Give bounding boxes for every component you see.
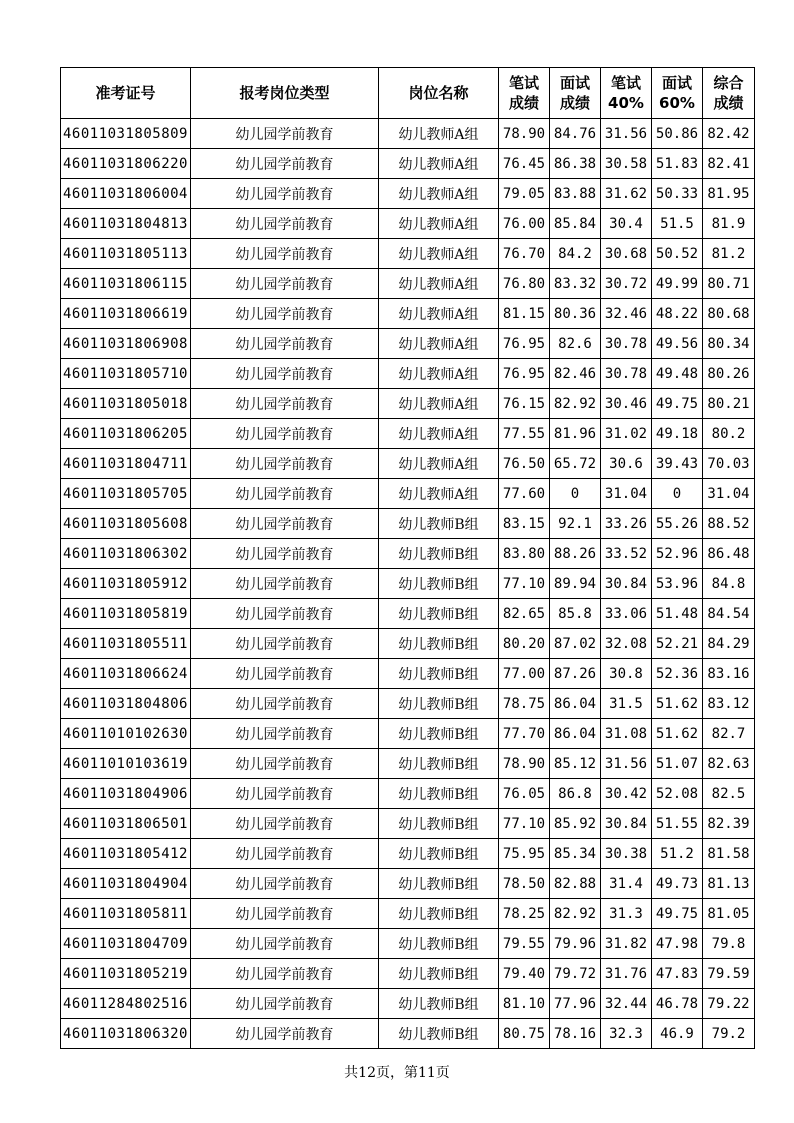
- table-cell: 82.92: [550, 899, 601, 929]
- table-cell: 幼儿教师A组: [379, 119, 499, 149]
- table-cell: 46011031806619: [61, 299, 191, 329]
- table-cell: 幼儿园学前教育: [191, 299, 379, 329]
- table-row: [61, 809, 755, 839]
- table-cell: 幼儿园学前教育: [191, 269, 379, 299]
- table-cell: 77.10: [499, 809, 550, 839]
- table-cell: 46011031806302: [61, 539, 191, 569]
- table-cell: 33.06: [601, 599, 652, 629]
- table-row: [61, 299, 755, 329]
- table-row: [61, 179, 755, 209]
- column-header: 笔试 40%: [601, 68, 652, 119]
- table-cell: 52.36: [652, 659, 703, 689]
- table-cell: 49.75: [652, 899, 703, 929]
- table-row: [61, 119, 755, 149]
- table-cell: 46011031804711: [61, 449, 191, 479]
- table-cell: 80.36: [550, 299, 601, 329]
- table-cell: 76.15: [499, 389, 550, 419]
- table-cell: 30.68: [601, 239, 652, 269]
- table-cell: 46011031804709: [61, 929, 191, 959]
- table-cell: 82.7: [703, 719, 755, 749]
- table-cell: 幼儿教师A组: [379, 449, 499, 479]
- table-cell: 80.2: [703, 419, 755, 449]
- table-cell: 46011031806908: [61, 329, 191, 359]
- table-cell: 78.90: [499, 119, 550, 149]
- table-cell: 79.96: [550, 929, 601, 959]
- table-cell: 80.75: [499, 1019, 550, 1049]
- table-cell: 77.55: [499, 419, 550, 449]
- table-cell: 49.18: [652, 419, 703, 449]
- table-cell: 幼儿园学前教育: [191, 239, 379, 269]
- table-cell: 46011031805113: [61, 239, 191, 269]
- table-cell: 幼儿园学前教育: [191, 119, 379, 149]
- table-cell: 幼儿园学前教育: [191, 689, 379, 719]
- table-cell: 46011031806004: [61, 179, 191, 209]
- table-cell: 幼儿教师A组: [379, 179, 499, 209]
- table-cell: 31.56: [601, 749, 652, 779]
- table-row: [61, 419, 755, 449]
- table-cell: 31.4: [601, 869, 652, 899]
- table-cell: 82.63: [703, 749, 755, 779]
- table-cell: 83.12: [703, 689, 755, 719]
- table-cell: 31.02: [601, 419, 652, 449]
- table-cell: 52.21: [652, 629, 703, 659]
- table-cell: 幼儿园学前教育: [191, 989, 379, 1019]
- table-cell: 78.50: [499, 869, 550, 899]
- table-cell: 幼儿园学前教育: [191, 839, 379, 869]
- table-row: [61, 329, 755, 359]
- table-cell: 76.45: [499, 149, 550, 179]
- table-cell: 幼儿园学前教育: [191, 899, 379, 929]
- table-cell: 86.04: [550, 719, 601, 749]
- table-cell: 46011031806220: [61, 149, 191, 179]
- table-cell: 46011031806624: [61, 659, 191, 689]
- table-cell: 幼儿园学前教育: [191, 719, 379, 749]
- table-cell: 80.26: [703, 359, 755, 389]
- table-cell: 30.78: [601, 329, 652, 359]
- table-row: [61, 749, 755, 779]
- table-cell: 33.26: [601, 509, 652, 539]
- table-row: [61, 779, 755, 809]
- table-cell: 83.32: [550, 269, 601, 299]
- table-cell: 85.12: [550, 749, 601, 779]
- table-cell: 51.5: [652, 209, 703, 239]
- table-cell: 幼儿园学前教育: [191, 869, 379, 899]
- table-cell: 83.80: [499, 539, 550, 569]
- table-cell: 30.42: [601, 779, 652, 809]
- table-cell: 幼儿园学前教育: [191, 659, 379, 689]
- table-cell: 79.2: [703, 1019, 755, 1049]
- table-cell: 77.10: [499, 569, 550, 599]
- table-cell: 46011031805608: [61, 509, 191, 539]
- table-cell: 幼儿教师A组: [379, 419, 499, 449]
- table-cell: 幼儿园学前教育: [191, 779, 379, 809]
- table-cell: 46011031805705: [61, 479, 191, 509]
- table-cell: 幼儿教师A组: [379, 239, 499, 269]
- table-cell: 82.88: [550, 869, 601, 899]
- table-cell: 31.04: [601, 479, 652, 509]
- table-cell: 幼儿园学前教育: [191, 959, 379, 989]
- column-header: 综合 成绩: [703, 68, 755, 119]
- table-cell: 幼儿教师A组: [379, 209, 499, 239]
- table-row: [61, 869, 755, 899]
- table-cell: 46011031806501: [61, 809, 191, 839]
- table-cell: 46011010102630: [61, 719, 191, 749]
- table-cell: 70.03: [703, 449, 755, 479]
- table-cell: 幼儿园学前教育: [191, 359, 379, 389]
- table-cell: 46011031805219: [61, 959, 191, 989]
- table-cell: 46011031806320: [61, 1019, 191, 1049]
- table-row: [61, 659, 755, 689]
- table-cell: 幼儿教师B组: [379, 599, 499, 629]
- table-cell: 82.42: [703, 119, 755, 149]
- table-row: [61, 509, 755, 539]
- table-cell: 76.95: [499, 329, 550, 359]
- table-cell: 49.73: [652, 869, 703, 899]
- table-cell: 81.05: [703, 899, 755, 929]
- table-cell: 幼儿园学前教育: [191, 629, 379, 659]
- table-cell: 幼儿教师B组: [379, 1019, 499, 1049]
- table-cell: 46011031804906: [61, 779, 191, 809]
- table-cell: 46011031805809: [61, 119, 191, 149]
- table-cell: 幼儿教师B组: [379, 869, 499, 899]
- table-cell: 46011031804904: [61, 869, 191, 899]
- table-cell: 79.22: [703, 989, 755, 1019]
- table-cell: 幼儿园学前教育: [191, 329, 379, 359]
- table-cell: 78.75: [499, 689, 550, 719]
- table-cell: 幼儿园学前教育: [191, 209, 379, 239]
- table-cell: 81.58: [703, 839, 755, 869]
- table-cell: 47.83: [652, 959, 703, 989]
- table-cell: 幼儿教师B组: [379, 629, 499, 659]
- table-cell: 80.20: [499, 629, 550, 659]
- table-cell: 46011284802516: [61, 989, 191, 1019]
- table-cell: 83.88: [550, 179, 601, 209]
- table-cell: 81.10: [499, 989, 550, 1019]
- header-row: [61, 68, 755, 119]
- table-row: [61, 1019, 755, 1049]
- table-cell: 幼儿园学前教育: [191, 809, 379, 839]
- table-cell: 89.94: [550, 569, 601, 599]
- table-cell: 79.72: [550, 959, 601, 989]
- table-cell: 幼儿园学前教育: [191, 569, 379, 599]
- table-cell: 82.6: [550, 329, 601, 359]
- table-cell: 51.83: [652, 149, 703, 179]
- table-cell: 79.40: [499, 959, 550, 989]
- table-cell: 46.9: [652, 1019, 703, 1049]
- table-cell: 84.2: [550, 239, 601, 269]
- table-cell: 幼儿教师B组: [379, 989, 499, 1019]
- table-cell: 53.96: [652, 569, 703, 599]
- table-cell: 48.22: [652, 299, 703, 329]
- table-header: [61, 68, 755, 119]
- table-cell: 幼儿教师B组: [379, 749, 499, 779]
- table-cell: 76.00: [499, 209, 550, 239]
- table-cell: 31.08: [601, 719, 652, 749]
- table-cell: 幼儿教师B组: [379, 899, 499, 929]
- table-cell: 51.62: [652, 719, 703, 749]
- table-cell: 30.72: [601, 269, 652, 299]
- table-body: [61, 119, 755, 1049]
- table-cell: 31.3: [601, 899, 652, 929]
- table-cell: 幼儿教师A组: [379, 389, 499, 419]
- table-cell: 31.76: [601, 959, 652, 989]
- table-cell: 31.56: [601, 119, 652, 149]
- table-cell: 幼儿教师A组: [379, 149, 499, 179]
- table-cell: 87.26: [550, 659, 601, 689]
- table-cell: 46011031805511: [61, 629, 191, 659]
- table-cell: 30.58: [601, 149, 652, 179]
- table-cell: 85.34: [550, 839, 601, 869]
- score-table: [60, 67, 755, 1049]
- table-cell: 30.84: [601, 809, 652, 839]
- table-cell: 46011031805710: [61, 359, 191, 389]
- table-row: [61, 629, 755, 659]
- column-header: 笔试 成绩: [499, 68, 550, 119]
- table-cell: 79.05: [499, 179, 550, 209]
- table-cell: 幼儿教师A组: [379, 299, 499, 329]
- table-cell: 49.48: [652, 359, 703, 389]
- table-cell: 幼儿教师B组: [379, 719, 499, 749]
- table-cell: 79.55: [499, 929, 550, 959]
- table-cell: 30.8: [601, 659, 652, 689]
- table-cell: 31.04: [703, 479, 755, 509]
- table-cell: 32.44: [601, 989, 652, 1019]
- table-cell: 幼儿教师B组: [379, 659, 499, 689]
- table-cell: 0: [550, 479, 601, 509]
- table-row: [61, 839, 755, 869]
- table-cell: 81.2: [703, 239, 755, 269]
- column-header: 准考证号: [61, 68, 191, 119]
- table-cell: 幼儿园学前教育: [191, 179, 379, 209]
- table-cell: 30.78: [601, 359, 652, 389]
- table-cell: 82.5: [703, 779, 755, 809]
- table-cell: 幼儿教师B组: [379, 839, 499, 869]
- table-cell: 30.4: [601, 209, 652, 239]
- page-indicator: 共12页，第11页: [344, 1065, 450, 1081]
- table-row: [61, 899, 755, 929]
- table-cell: 55.26: [652, 509, 703, 539]
- table-cell: 82.65: [499, 599, 550, 629]
- table-cell: 81.9: [703, 209, 755, 239]
- table-row: [61, 209, 755, 239]
- table-cell: 85.8: [550, 599, 601, 629]
- table-cell: 幼儿园学前教育: [191, 479, 379, 509]
- table-cell: 84.54: [703, 599, 755, 629]
- table-cell: 80.68: [703, 299, 755, 329]
- table-cell: 32.3: [601, 1019, 652, 1049]
- table-cell: 85.84: [550, 209, 601, 239]
- table-cell: 52.08: [652, 779, 703, 809]
- table-cell: 幼儿教师B组: [379, 509, 499, 539]
- table-cell: 46011031805018: [61, 389, 191, 419]
- table-cell: 86.04: [550, 689, 601, 719]
- table-row: [61, 359, 755, 389]
- table-cell: 39.43: [652, 449, 703, 479]
- table-cell: 幼儿教师A组: [379, 269, 499, 299]
- table-cell: 51.48: [652, 599, 703, 629]
- table-cell: 幼儿教师B组: [379, 779, 499, 809]
- table-cell: 幼儿园学前教育: [191, 449, 379, 479]
- table-cell: 幼儿园学前教育: [191, 749, 379, 779]
- table-cell: 52.96: [652, 539, 703, 569]
- table-cell: 77.96: [550, 989, 601, 1019]
- table-cell: 82.39: [703, 809, 755, 839]
- table-cell: 83.15: [499, 509, 550, 539]
- table-cell: 76.50: [499, 449, 550, 479]
- table-row: [61, 599, 755, 629]
- table-cell: 幼儿教师B组: [379, 959, 499, 989]
- table-cell: 46011031805811: [61, 899, 191, 929]
- table-cell: 82.46: [550, 359, 601, 389]
- table-cell: 幼儿教师B组: [379, 929, 499, 959]
- table-cell: 46.78: [652, 989, 703, 1019]
- table-cell: 77.00: [499, 659, 550, 689]
- table-cell: 50.86: [652, 119, 703, 149]
- table-cell: 85.92: [550, 809, 601, 839]
- table-cell: 49.56: [652, 329, 703, 359]
- table-cell: 86.38: [550, 149, 601, 179]
- table-cell: 81.95: [703, 179, 755, 209]
- table-cell: 82.92: [550, 389, 601, 419]
- table-cell: 79.59: [703, 959, 755, 989]
- table-cell: 88.26: [550, 539, 601, 569]
- table-cell: 幼儿园学前教育: [191, 149, 379, 179]
- table-cell: 83.16: [703, 659, 755, 689]
- table-cell: 幼儿教师A组: [379, 359, 499, 389]
- table-row: [61, 449, 755, 479]
- table-cell: 79.8: [703, 929, 755, 959]
- table-cell: 31.62: [601, 179, 652, 209]
- table-cell: 84.29: [703, 629, 755, 659]
- table-cell: 31.82: [601, 929, 652, 959]
- table-cell: 幼儿教师B组: [379, 569, 499, 599]
- table-cell: 幼儿园学前教育: [191, 419, 379, 449]
- table-cell: 81.13: [703, 869, 755, 899]
- table-cell: 46011031806115: [61, 269, 191, 299]
- table-cell: 76.70: [499, 239, 550, 269]
- table-cell: 33.52: [601, 539, 652, 569]
- table-cell: 81.96: [550, 419, 601, 449]
- table-cell: 46011010103619: [61, 749, 191, 779]
- table-cell: 幼儿教师B组: [379, 689, 499, 719]
- table-cell: 65.72: [550, 449, 601, 479]
- table-cell: 76.80: [499, 269, 550, 299]
- table-row: [61, 989, 755, 1019]
- table-cell: 77.70: [499, 719, 550, 749]
- table-row: [61, 539, 755, 569]
- table-cell: 幼儿园学前教育: [191, 1019, 379, 1049]
- table-cell: 幼儿园学前教育: [191, 539, 379, 569]
- table-cell: 78.16: [550, 1019, 601, 1049]
- table-row: [61, 569, 755, 599]
- column-header: 面试 60%: [652, 68, 703, 119]
- table-cell: 51.2: [652, 839, 703, 869]
- table-cell: 46011031805412: [61, 839, 191, 869]
- table-cell: 75.95: [499, 839, 550, 869]
- table-cell: 84.76: [550, 119, 601, 149]
- table-row: [61, 389, 755, 419]
- table-cell: 81.15: [499, 299, 550, 329]
- table-row: [61, 149, 755, 179]
- table-cell: 46011031805912: [61, 569, 191, 599]
- table-cell: 78.25: [499, 899, 550, 929]
- table-cell: 80.34: [703, 329, 755, 359]
- table-cell: 47.98: [652, 929, 703, 959]
- table-cell: 幼儿园学前教育: [191, 929, 379, 959]
- table-cell: 46011031804813: [61, 209, 191, 239]
- table-cell: 幼儿教师A组: [379, 479, 499, 509]
- table-cell: 49.99: [652, 269, 703, 299]
- table-row: [61, 929, 755, 959]
- table-cell: 46011031804806: [61, 689, 191, 719]
- table-cell: 51.55: [652, 809, 703, 839]
- table-cell: 76.95: [499, 359, 550, 389]
- column-header: 岗位名称: [379, 68, 499, 119]
- table-row: [61, 689, 755, 719]
- table-cell: 92.1: [550, 509, 601, 539]
- column-header: 面试 成绩: [550, 68, 601, 119]
- table-cell: 32.08: [601, 629, 652, 659]
- table-cell: 84.8: [703, 569, 755, 599]
- table-cell: 51.07: [652, 749, 703, 779]
- table-cell: 30.84: [601, 569, 652, 599]
- table-row: [61, 269, 755, 299]
- table-cell: 88.52: [703, 509, 755, 539]
- table-cell: 0: [652, 479, 703, 509]
- table-cell: 幼儿教师B组: [379, 809, 499, 839]
- table-cell: 幼儿园学前教育: [191, 599, 379, 629]
- column-header: 报考岗位类型: [191, 68, 379, 119]
- table-cell: 80.21: [703, 389, 755, 419]
- table-cell: 31.5: [601, 689, 652, 719]
- table-cell: 49.75: [652, 389, 703, 419]
- table-cell: 30.6: [601, 449, 652, 479]
- table-cell: 幼儿园学前教育: [191, 389, 379, 419]
- table-cell: 幼儿教师B组: [379, 539, 499, 569]
- table-row: [61, 239, 755, 269]
- table-row: [61, 719, 755, 749]
- table-cell: 86.48: [703, 539, 755, 569]
- table-cell: 32.46: [601, 299, 652, 329]
- table-cell: 幼儿教师A组: [379, 329, 499, 359]
- table-cell: 幼儿园学前教育: [191, 509, 379, 539]
- table-cell: 30.46: [601, 389, 652, 419]
- table-cell: 46011031806205: [61, 419, 191, 449]
- table-cell: 82.41: [703, 149, 755, 179]
- table-cell: 46011031805819: [61, 599, 191, 629]
- table-cell: 30.38: [601, 839, 652, 869]
- table-cell: 86.8: [550, 779, 601, 809]
- table-cell: 78.90: [499, 749, 550, 779]
- table-cell: 50.52: [652, 239, 703, 269]
- table-cell: 51.62: [652, 689, 703, 719]
- table-cell: 76.05: [499, 779, 550, 809]
- table-row: [61, 479, 755, 509]
- table-cell: 77.60: [499, 479, 550, 509]
- table-cell: 80.71: [703, 269, 755, 299]
- table-cell: 87.02: [550, 629, 601, 659]
- table-cell: 50.33: [652, 179, 703, 209]
- table-row: [61, 959, 755, 989]
